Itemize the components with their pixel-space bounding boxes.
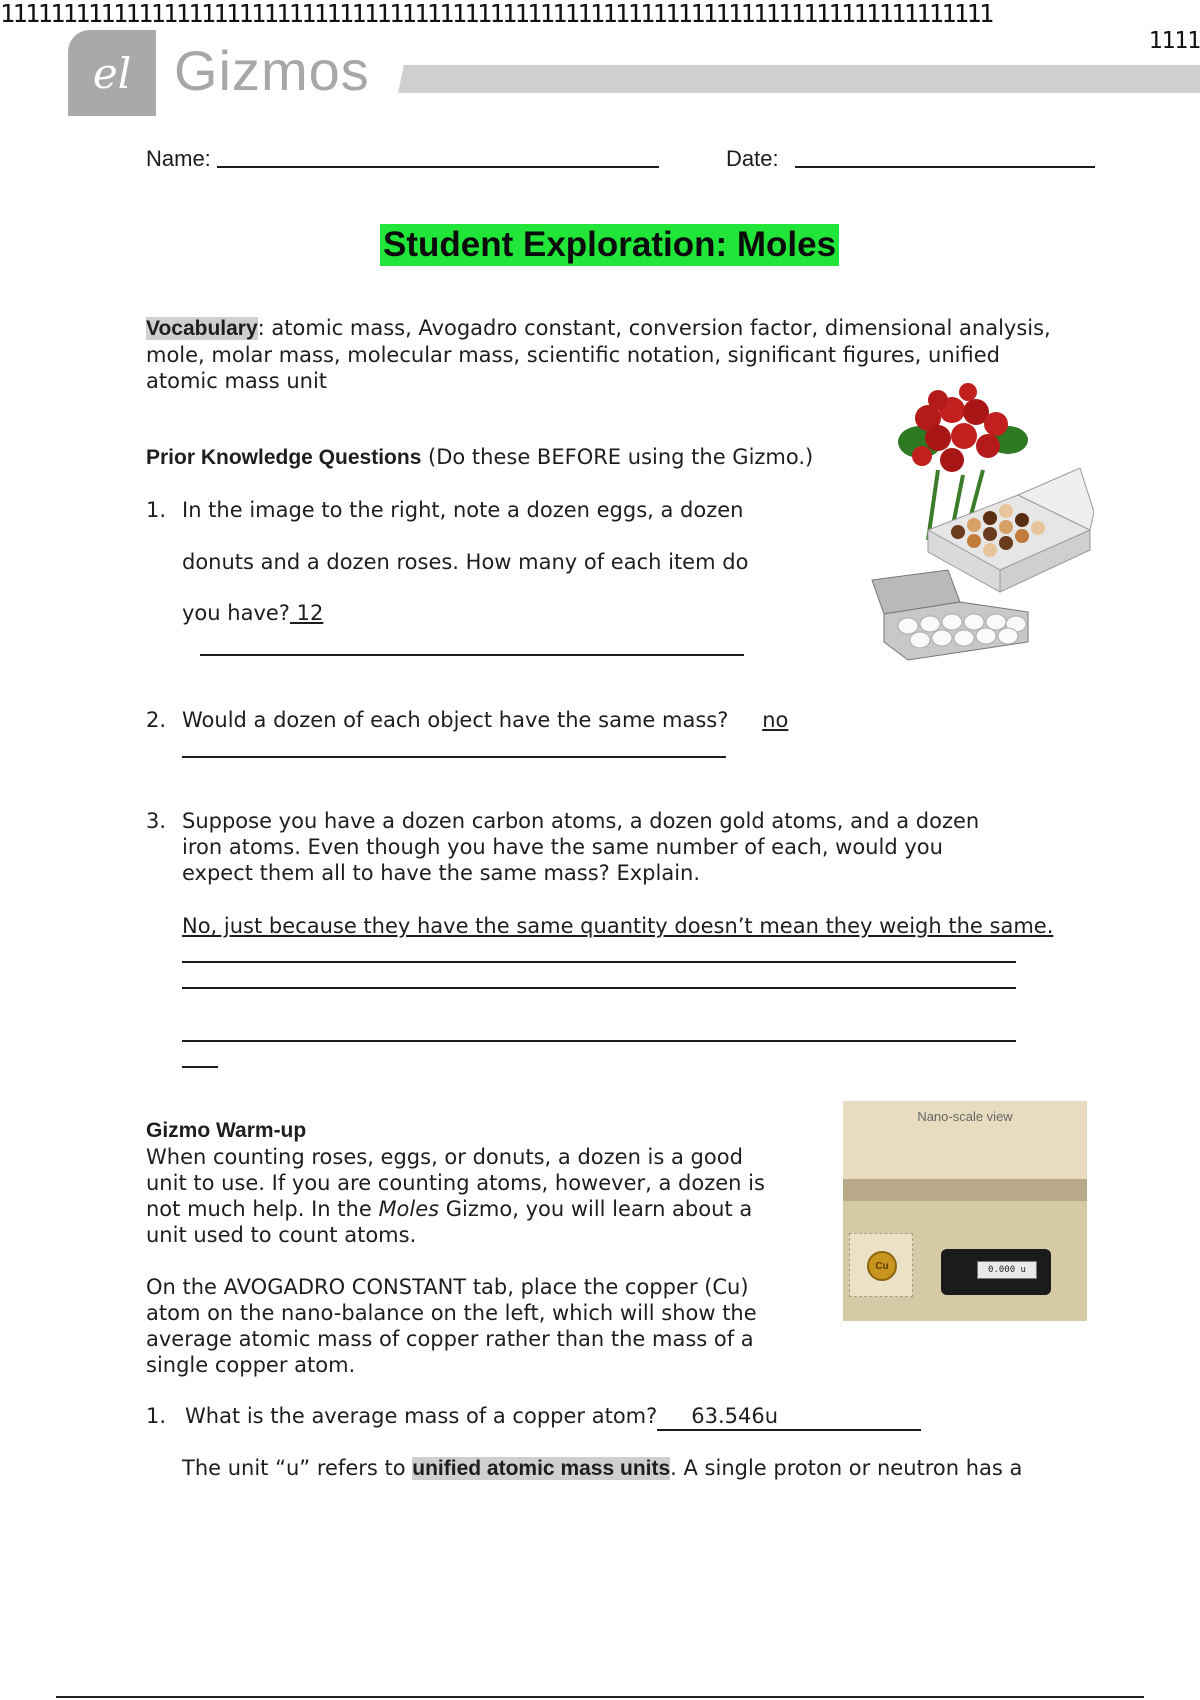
warmup-p1-line-1: When counting roses, eggs, or donuts, a dozen is a good [146,1145,743,1169]
prior-heading-note: (Do these BEFORE using the Gizmo.) [421,445,814,469]
moles-italic: Moles [378,1197,440,1221]
q2-line [182,707,788,733]
gizmos-logo-text: Gizmos [174,39,370,102]
q3-answer-line-2[interactable] [182,987,1016,989]
warmup-paragraph-2 [146,1274,826,1378]
copper-atom-icon[interactable]: Cu [867,1251,897,1281]
prior-heading-bold: Prior Knowledge Questions [146,446,422,469]
shelf-band [843,1179,1087,1201]
warmup-q1-answer[interactable]: 63.546u [657,1403,921,1431]
warmup-q1-line [185,1403,921,1431]
header-digits: 1111111111111111111111111111111111111111111111111111111111111111111111111111111 [0,0,992,28]
q2-answer[interactable]: no [762,708,789,732]
warmup-p2-line-2: atom on the nano-balance on the left, which will show the [146,1301,757,1325]
vocabulary-label: Vocabulary [146,317,258,340]
q1-line-2: donuts and a dozen roses. How many of each item do [182,550,749,574]
nano-scale-figure [843,1101,1087,1321]
name-label: Name: [146,146,211,171]
q1-answer-line[interactable] [200,654,744,656]
dozen-items-image [868,380,1094,666]
q1-line-3-text: you have? [182,601,290,625]
q3-number: 3. [146,809,167,833]
warmup-p2-line-1: On the AVOGADRO CONSTANT tab, place the copper (Cu) [146,1275,749,1299]
unit-explanation [182,1455,1022,1482]
warmup-paragraph-1 [146,1144,806,1248]
gizmos-logo-mark [68,30,156,116]
nano-balance-icon[interactable] [941,1249,1051,1295]
warmup-p1-line-4: unit used to count atoms. [146,1223,417,1247]
date-label: Date: [726,146,779,171]
nano-scale-caption: Nano-scale view [917,1109,1013,1124]
unified-atomic-mass-units-term: unified atomic mass units [412,1457,671,1480]
q3-line-1: Suppose you have a dozen carbon atoms, a dozen gold atoms, and a dozen [182,809,980,833]
q2-answer-line[interactable] [182,756,726,758]
q3-line-3: expect them all to have the same mass? Explain. [182,861,701,885]
atom-tray[interactable] [849,1233,913,1297]
donut-box-icon [928,468,1094,592]
header-digits-continued: 1111 [1148,28,1200,54]
warmup-q1-text: What is the average mass of a copper atom? [185,1404,658,1428]
warmup-heading: Gizmo Warm-up [146,1119,307,1142]
vocabulary-line-2: mole, molar mass, molecular mass, scientific notation, significant figures, unified [146,343,1000,367]
q2-number: 2. [146,708,167,732]
page-title: Student Exploration: Moles [380,224,839,266]
q2-text: Would a dozen of each object have the same mass? [182,708,729,732]
warmup-p1-line-2: unit to use. If you are counting atoms, however, a dozen is [146,1171,765,1195]
unit-text-b: . A single proton or neutron has a [670,1456,1023,1480]
q3-answer-line-4[interactable] [182,1066,218,1068]
warmup-p2-line-4: single copper atom. [146,1353,356,1377]
header-banner-bar [398,65,1200,93]
q1-number: 1. [146,498,167,522]
q3-answer-line-1[interactable] [182,961,1016,963]
q1-line-1: In the image to the right, note a dozen eggs, a dozen [182,498,744,522]
q1-answer[interactable]: 12 [289,601,324,625]
warmup-p1-line-3 [146,1196,806,1222]
warmup-p2-line-3: average atomic mass of copper rather than the mass of a [146,1327,754,1351]
prior-knowledge-heading [146,444,813,471]
q3-answer[interactable]: No, just because they have the same quantity doesn’t mean they weigh the same. [182,914,1054,938]
q3-line-2: iron atoms. Even though you have the same number of each, would you [182,835,943,859]
name-field[interactable] [217,166,659,168]
q1-line-3 [182,600,323,626]
warmup-q1-number: 1. [146,1404,167,1428]
unit-text-a: The unit “u” refers to [182,1456,413,1480]
q3-question [182,808,1046,886]
balance-readout: 0.000 u [977,1261,1037,1279]
page-bottom-rule [56,1696,1144,1698]
vocabulary-line-1: : atomic mass, Avogadro constant, conversion factor, dimensional analysis, [257,316,1051,340]
warmup-p1-line-3b: Gizmo, you will learn about a [439,1197,753,1221]
logo-mark-text: el [92,48,132,98]
warmup-p1-line-3a: not much help. In the [146,1197,379,1221]
vocabulary-line-3: atomic mass unit [146,369,328,393]
q3-answer-line-3[interactable] [182,1040,1016,1042]
date-field[interactable] [795,166,1095,168]
